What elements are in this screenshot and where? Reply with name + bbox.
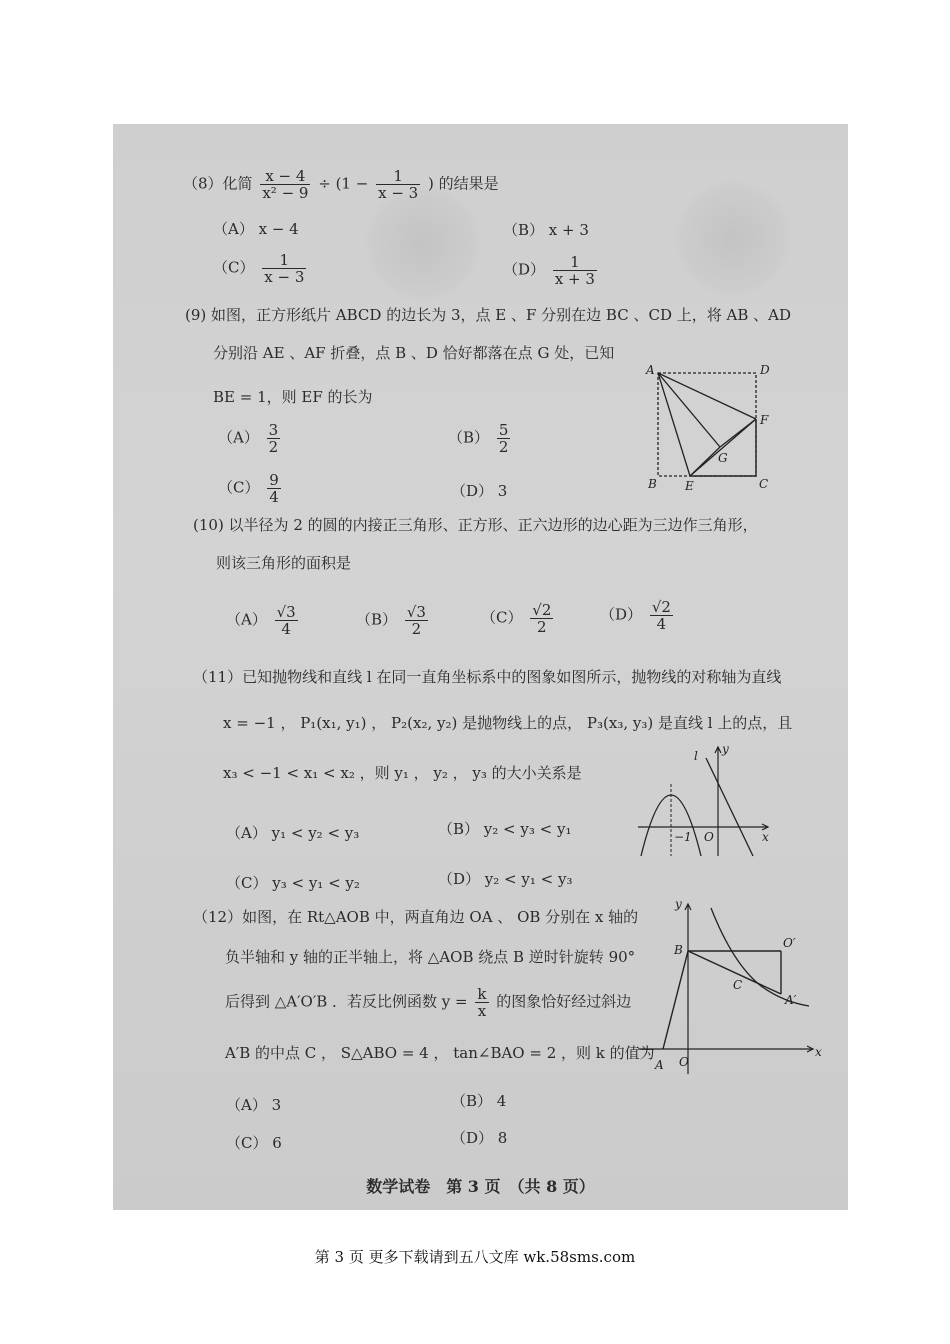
bleed-through-mark [363,184,483,304]
q12-graph-figure [633,894,833,1079]
q8-option-a: （A） x − 4 [213,220,299,238]
q10-option-c: （C） $\frac{√2}{2}$ [481,601,552,636]
q10-line-2: 则该三角形的面积是 [216,554,352,572]
q11-line-1: （11）已知抛物线和直线 l 在同一直角坐标系中的图象如图所示，抛物线的对称轴为直线 [193,668,782,686]
page-footer-note: 第 3 页 更多下载请到五八文库 wk.58sms.com [314,1248,636,1266]
q10-option-d: （D） $\frac{√2}{4}$ [600,598,671,633]
q11-label-l: l [694,749,698,763]
q12-label-b: B [674,943,683,957]
q8-option-c: （C） $\frac{1}{x - 3}$ [213,251,305,286]
q11-label-minus-one: −1 [674,830,692,844]
q11-label-y: y [722,742,729,756]
q11-option-d: （D） y₂ < y₁ < y₃ [438,870,573,888]
q9-line-1: (9) 如图，正方形纸片 ABCD 的边长为 3，点 E 、F 分别在边 BC 、CD 上，将 AB 、AD [185,306,792,324]
q11-option-c: （C） y₃ < y₁ < y₂ [226,874,360,892]
q12-line-4: A′B 的中点 C ， S△ABO = 4 ， tan∠BAO = 2 ，则 k 的值为 [225,1044,655,1062]
q12-line-2: 负半轴和 y 轴的正半轴上，将 △AOB 绕点 B 逆时针旋转 90° [225,948,636,966]
q9-label-g: G [718,451,728,465]
q11-line-2: x = −1 ， P₁(x₁, y₁) ， P₂(x₂, y₂) 是抛物线上的点， P₃(x₃, y₃) 是直线 l 上的点，且 [223,714,793,732]
q11-option-b: （B） y₂ < y₃ < y₁ [438,820,572,838]
page-number-bar: 数学试卷 第 3 页 （共 8 页） [366,1177,595,1196]
q12-label-origin: O [679,1055,689,1069]
q10-option-a: （A） $\frac{√3}{4}$ [226,603,296,638]
q11-graph-figure [638,744,778,859]
q11-label-origin: O [704,830,714,844]
q10-line-1: (10) 以半径为 2 的圆的内接正三角形、正方形、正六边形的边心距为三边作三角形， [193,516,758,534]
q12-option-a: （A） 3 [226,1096,282,1114]
q12-label-y: y [675,897,682,911]
q12-option-b: （B） 4 [451,1092,507,1110]
exam-page-photo [113,124,848,1210]
q9-label-b: B [648,477,657,491]
q12-option-d: （D） 8 [451,1129,508,1147]
q9-label-f: F [760,413,769,427]
q9-square-figure [638,364,768,499]
q12-label-a-prime: A′ [785,993,797,1007]
q12-label-o-prime: O′ [783,936,796,950]
bleed-through-mark [673,179,793,299]
q12-line-3: 后得到 △A′O′B ．若反比例函数 y = $\frac{k}{x}$ 的图象恰好经过斜边 [225,985,632,1020]
q8-option-d: （D） $\frac{1}{x + 3}$ [503,253,595,288]
q12-label-c: C [733,978,743,992]
q8-option-b: （B） x + 3 [503,221,589,239]
q9-label-e: E [685,479,694,493]
q8-stem: （8）化简 $\frac{x - 4}{\text{x² − 9}}$ ÷ (1 − $\frac{1}{x - 3}$ ) 的结果是 [183,167,499,202]
q11-label-x: x [762,830,769,844]
q9-option-c: （C） $\frac{9}{4}$ [218,471,279,506]
q11-option-a: （A） y₁ < y₂ < y₃ [226,824,360,842]
q12-label-x: x [815,1045,822,1059]
q12-line-1: （12）如图，在 Rt△AOB 中，两直角边 OA 、 OB 分别在 x 轴的 [193,908,639,926]
q9-label-d: D [760,363,770,377]
q12-label-a: A [655,1058,664,1072]
q9-label-a: A [646,363,655,377]
q9-option-b: （B） $\frac{5}{2}$ [448,421,509,456]
q12-option-c: （C） 6 [226,1134,282,1152]
q9-option-a: （A） $\frac{3}{2}$ [218,421,279,456]
q10-option-b: （B） $\frac{√3}{2}$ [356,603,426,638]
q9-option-d: （D） 3 [451,482,508,500]
q11-line-3: x₃ < −1 < x₁ < x₂ ，则 y₁ ， y₂ ， y₃ 的大小关系是 [223,764,582,782]
q9-line-2: 分别沿 AE 、AF 折叠，点 B 、D 恰好都落在点 G 处，已知 [213,344,615,362]
q9-label-c: C [759,477,769,491]
q9-line-3: BE = 1，则 EF 的长为 [213,388,373,406]
